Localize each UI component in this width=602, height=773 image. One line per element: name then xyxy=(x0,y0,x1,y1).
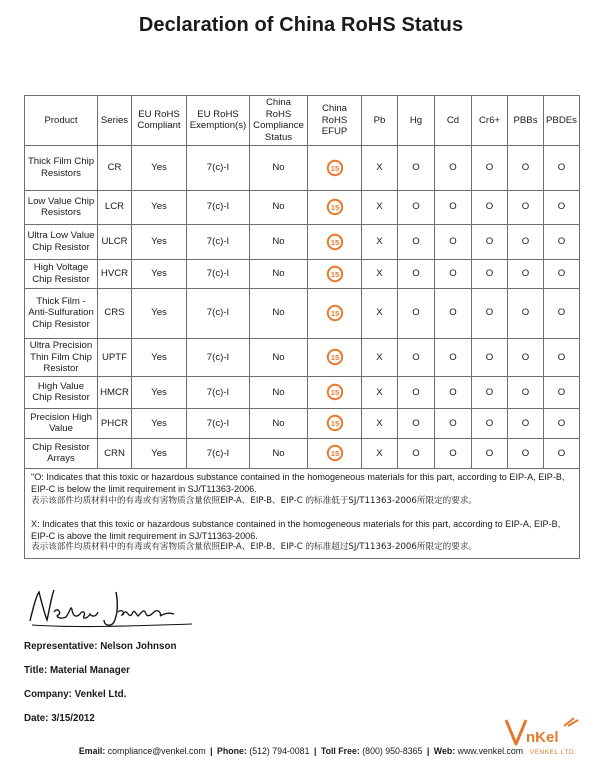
cell-exemption: 7(c)-I xyxy=(187,376,250,408)
cell-cd: O xyxy=(435,190,472,224)
web-link[interactable]: www.venkel.com xyxy=(457,746,524,756)
col-header-china-rohs-status: China RoHS Compliance Status xyxy=(250,96,308,146)
cell-pbbs: O xyxy=(508,259,544,288)
col-header-series: Series xyxy=(98,96,132,146)
cell-efup xyxy=(308,145,362,190)
efup-15-icon xyxy=(326,198,344,216)
col-header-product: Product xyxy=(25,96,98,146)
cell-efup xyxy=(308,408,362,438)
table-row xyxy=(25,224,580,259)
cell-cd: O xyxy=(435,376,472,408)
cell-pbdes: O xyxy=(544,190,580,224)
col-header-eu-rohs-compliant: EU RoHS Compliant xyxy=(132,96,187,146)
cell-china-status: No xyxy=(250,190,308,224)
svg-text:15: 15 xyxy=(330,237,339,247)
table-row xyxy=(25,338,580,376)
cell-series: HMCR xyxy=(98,376,132,408)
cell-cd: O xyxy=(435,338,472,376)
cell-eu-compliant: Yes xyxy=(132,376,187,408)
col-header-pbdes: PBDEs xyxy=(544,96,580,146)
cell-efup xyxy=(308,190,362,224)
cell-cr6: O xyxy=(472,259,508,288)
col-header-china-rohs-efup: China RoHS EFUP xyxy=(308,96,362,146)
cell-exemption: 7(c)-I xyxy=(187,190,250,224)
cell-efup xyxy=(308,338,362,376)
date-line: Date: 3/15/2012 xyxy=(24,713,95,724)
cell-cd: O xyxy=(435,408,472,438)
cell-pb: X xyxy=(362,224,398,259)
tollfree-number: (800) 950-8365 xyxy=(362,746,423,756)
cell-pbdes: O xyxy=(544,145,580,190)
web-label: Web: xyxy=(433,746,456,756)
efup-15-icon xyxy=(326,304,344,322)
cell-exemption: 7(c)-I xyxy=(187,259,250,288)
cell-pbbs: O xyxy=(508,438,544,468)
cell-pbbs: O xyxy=(508,376,544,408)
cell-pb: X xyxy=(362,145,398,190)
cell-cr6: O xyxy=(472,338,508,376)
cell-efup xyxy=(308,376,362,408)
cell-china-status: No xyxy=(250,224,308,259)
svg-text:15: 15 xyxy=(330,353,339,363)
col-header-pb: Pb xyxy=(362,96,398,146)
cell-series: PHCR xyxy=(98,408,132,438)
cell-hg: O xyxy=(398,190,435,224)
efup-15-icon xyxy=(326,233,344,251)
cell-efup xyxy=(308,224,362,259)
cell-eu-compliant: Yes xyxy=(132,259,187,288)
cell-series: UPTF xyxy=(98,338,132,376)
cell-china-status: No xyxy=(250,288,308,338)
cell-efup xyxy=(308,438,362,468)
cell-cr6: O xyxy=(472,145,508,190)
cell-eu-compliant: Yes xyxy=(132,145,187,190)
table-row xyxy=(25,190,580,224)
efup-15-icon xyxy=(326,383,344,401)
email-label: Email: xyxy=(78,746,106,756)
svg-text:15: 15 xyxy=(330,309,339,319)
table-row xyxy=(25,288,580,338)
cell-exemption: 7(c)-I xyxy=(187,408,250,438)
table-row xyxy=(25,145,580,190)
cell-hg: O xyxy=(398,224,435,259)
title-line: Title: Material Manager xyxy=(24,665,130,676)
cell-efup xyxy=(308,288,362,338)
cell-pb: X xyxy=(362,376,398,408)
phone-label: Phone: xyxy=(217,746,247,756)
cell-product: Precision High Value xyxy=(25,408,98,438)
cell-pbbs: O xyxy=(508,224,544,259)
table-row xyxy=(25,438,580,468)
footer-contact xyxy=(0,746,602,756)
tollfree-label: Toll Free: xyxy=(320,746,360,756)
legend-x-chinese: 表示该部件均质材料中的有毒或有害物质含量依照EIP-A、EIP-B、EIP-C 的标准超过SJ/T11363-2006所限定的要求。 xyxy=(31,542,478,553)
svg-text:15: 15 xyxy=(330,269,339,279)
footer-separator: | xyxy=(426,746,430,756)
cell-pb: X xyxy=(362,338,398,376)
cell-hg: O xyxy=(398,259,435,288)
cell-china-status: No xyxy=(250,408,308,438)
efup-15-icon xyxy=(326,265,344,283)
cell-pb: X xyxy=(362,190,398,224)
company-line: Company: Venkel Ltd. xyxy=(24,689,127,700)
cell-cr6: O xyxy=(472,438,508,468)
cell-exemption: 7(c)-I xyxy=(187,438,250,468)
note-spacer xyxy=(31,507,574,519)
svg-text:15: 15 xyxy=(330,419,339,429)
cell-exemption: 7(c)-I xyxy=(187,288,250,338)
cell-cr6: O xyxy=(472,408,508,438)
cell-hg: O xyxy=(398,338,435,376)
table-header-row xyxy=(25,96,580,146)
table-row xyxy=(25,376,580,408)
svg-text:nKel: nKel xyxy=(526,729,559,746)
cell-hg: O xyxy=(398,438,435,468)
legend-x-english: X: Indicates that this toxic or hazardous substance contained in the homogeneous materials for this part, according to EIP-A, EIP-B, EIP-C is above the limit requirement in SJ/T11363-2006. xyxy=(31,518,561,541)
cell-product: Ultra Low Value Chip Resistor xyxy=(25,224,98,259)
cell-pbdes: O xyxy=(544,376,580,408)
cell-exemption: 7(c)-I xyxy=(187,224,250,259)
svg-text:15: 15 xyxy=(330,449,339,459)
cell-cd: O xyxy=(435,145,472,190)
efup-15-icon xyxy=(326,414,344,432)
cell-pb: X xyxy=(362,438,398,468)
cell-series: LCR xyxy=(98,190,132,224)
efup-15-icon xyxy=(326,348,344,366)
cell-china-status: No xyxy=(250,438,308,468)
efup-15-icon xyxy=(326,159,344,177)
cell-cr6: O xyxy=(472,288,508,338)
cell-cr6: O xyxy=(472,224,508,259)
cell-cd: O xyxy=(435,288,472,338)
cell-hg: O xyxy=(398,145,435,190)
cell-cd: O xyxy=(435,438,472,468)
cell-series: CRS xyxy=(98,288,132,338)
cell-pbdes: O xyxy=(544,224,580,259)
cell-exemption: 7(c)-I xyxy=(187,145,250,190)
col-header-cr6: Cr6+ xyxy=(472,96,508,146)
cell-pbbs: O xyxy=(508,145,544,190)
cell-china-status: No xyxy=(250,338,308,376)
cell-eu-compliant: Yes xyxy=(132,224,187,259)
cell-pbbs: O xyxy=(508,190,544,224)
cell-pb: X xyxy=(362,408,398,438)
cell-product: Thick Film Chip Resistors xyxy=(25,145,98,190)
legend-o-english: "O: Indicates that this toxic or hazardous substance contained in the homogeneous materials for this part, according to EIP-A, EIP-B, EIP-C is below the limit requirement in SJ/T11363-2006. xyxy=(31,471,565,494)
notes-row xyxy=(25,468,580,558)
cell-product: Thick Film - Anti-Sulfuration Chip Resistor xyxy=(25,288,98,338)
page-title: Declaration of China RoHS Status xyxy=(138,14,464,36)
cell-series: HVCR xyxy=(98,259,132,288)
table-row xyxy=(25,259,580,288)
cell-product: Chip Resistor Arrays xyxy=(25,438,98,468)
cell-china-status: No xyxy=(250,376,308,408)
legend-notes xyxy=(25,468,580,558)
cell-eu-compliant: Yes xyxy=(132,338,187,376)
col-header-hg: Hg xyxy=(398,96,435,146)
table-row xyxy=(25,408,580,438)
legend-o-chinese: 表示该部件均质材料中的有毒或有害物质含量依照EIP-A、EIP-B、EIP-C 的标准低于SJ/T11363-2006所限定的要求。 xyxy=(31,495,478,506)
cell-cd: O xyxy=(435,224,472,259)
cell-pbbs: O xyxy=(508,288,544,338)
rohs-table xyxy=(24,95,580,559)
svg-text:15: 15 xyxy=(330,163,339,173)
signature xyxy=(24,584,194,630)
svg-text:15: 15 xyxy=(330,203,339,213)
cell-pbbs: O xyxy=(508,408,544,438)
cell-pbdes: O xyxy=(544,288,580,338)
cell-exemption: 7(c)-I xyxy=(187,338,250,376)
cell-series: CR xyxy=(98,145,132,190)
efup-15-icon xyxy=(326,444,344,462)
col-header-cd: Cd xyxy=(435,96,472,146)
cell-pbbs: O xyxy=(508,338,544,376)
email-link[interactable]: compliance@venkel.com xyxy=(107,746,206,756)
cell-pbdes: O xyxy=(544,438,580,468)
cell-product: Low Value Chip Resistors xyxy=(25,190,98,224)
cell-product: High Voltage Chip Resistor xyxy=(25,259,98,288)
cell-hg: O xyxy=(398,408,435,438)
svg-text:VENKEL LTD.: VENKEL LTD. xyxy=(530,749,577,756)
representative-line: Representative: Nelson Johnson xyxy=(24,641,177,652)
cell-pbdes: O xyxy=(544,338,580,376)
cell-pb: X xyxy=(362,259,398,288)
cell-hg: O xyxy=(398,288,435,338)
cell-pb: X xyxy=(362,288,398,338)
cell-pbdes: O xyxy=(544,259,580,288)
cell-hg: O xyxy=(398,376,435,408)
col-header-eu-rohs-exemptions: EU RoHS Exemption(s) xyxy=(187,96,250,146)
cell-china-status: No xyxy=(250,145,308,190)
cell-series: CRN xyxy=(98,438,132,468)
footer-separator: | xyxy=(313,746,317,756)
cell-product: Ultra Precision Thin Film Chip Resistor xyxy=(25,338,98,376)
cell-series: ULCR xyxy=(98,224,132,259)
cell-cd: O xyxy=(435,259,472,288)
cell-cr6: O xyxy=(472,190,508,224)
cell-eu-compliant: Yes xyxy=(132,190,187,224)
cell-pbdes: O xyxy=(544,408,580,438)
phone-number: (512) 794-0081 xyxy=(249,746,310,756)
cell-eu-compliant: Yes xyxy=(132,438,187,468)
cell-eu-compliant: Yes xyxy=(132,408,187,438)
cell-china-status: No xyxy=(250,259,308,288)
cell-eu-compliant: Yes xyxy=(132,288,187,338)
cell-efup xyxy=(308,259,362,288)
cell-product: High Value Chip Resistor xyxy=(25,376,98,408)
svg-text:15: 15 xyxy=(330,388,339,398)
cell-cr6: O xyxy=(472,376,508,408)
footer-separator: | xyxy=(210,746,213,756)
col-header-pbbs: PBBs xyxy=(508,96,544,146)
